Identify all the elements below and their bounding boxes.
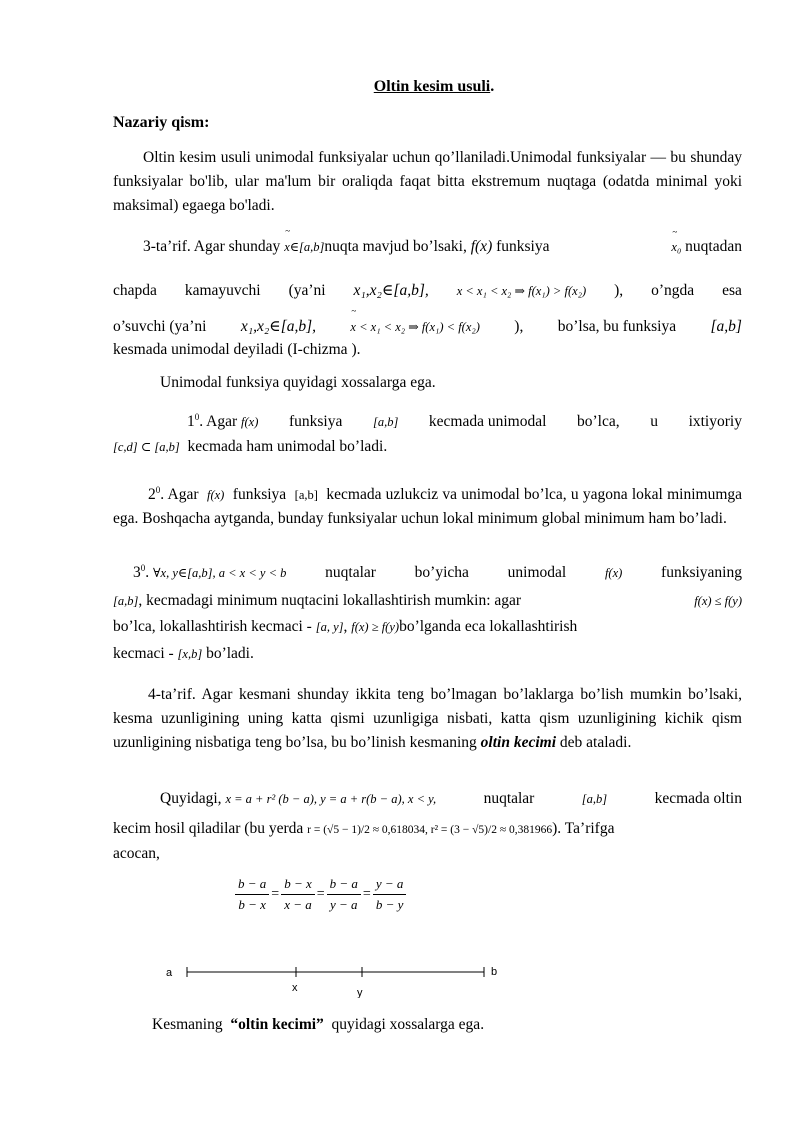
- prop3-line-3: bo’lca, lokallashtirish kecmaci - [a, y], f(x) ≥ f(y)bo’lganda eca lokallashtirish: [113, 618, 578, 635]
- golden-ratio-formula: r = (√5 − 1)/2 ≈ 0,618034, r² = (3 − √5)/2 ≈ 0,381966: [307, 824, 553, 836]
- prop1-line-1: $1^0$. Agar f(x) funksiya [a,b] kecmada unimodal bo’lca, u ixtiyoriy: [187, 412, 742, 431]
- label-x: x: [292, 982, 298, 994]
- def3-line-2: chapda kamayuvchi (ya’ni x₁,x₂∈[a,b], x < x₁ < x₂ ⇒ f(x₁) > f(x₂) ), o’ngda esa: [113, 282, 742, 299]
- golden-points-line-1: Quyidagi, x = a + r² (b − a), y = a + r(b − a), x < y, nuqtalar [a,b] kecmada oltin: [160, 790, 742, 807]
- fraction-1: $\frac{b - a}{b - x}$: [235, 876, 269, 913]
- def3-line-1: 3-ta’rif. Agar shunday ~ x∈[a,b]nuqta mavjud bo’lsaki, f(x) funksiya ~ x₀ nuqtadan: [143, 238, 742, 256]
- golden-points-formula: x = a + r² (b − a), y = a + r(b − a), x < y,: [225, 792, 437, 806]
- golden-proportion-equation: $\frac{b - a}{b - x}$ = $\frac{b - x}{x - a}$ = $\frac{b - a}{y - a}$ = $\frac{y - a}{b - y}$: [233, 876, 408, 913]
- prop2-paragraph: $2^0$. Agar f(x) funksiya [a,b] kecmada uzlukciz va unimodal bo’lca, u yagona lokal minimumga ega. Boshqacha aytganda, bunday funksiyalar uchun lokal minimum global minimum ham bo’ladi.: [113, 485, 743, 528]
- decreasing-condition-formula: x < x₁ < x₂ ⇒ f(x₁) > f(x₂): [456, 284, 587, 298]
- fraction-4: $\frac{y - a}{b - y}$: [373, 876, 407, 913]
- properties-intro: Unimodal funksiya quyidagi xossalarga ega.: [160, 374, 436, 391]
- closing-line: Kesmaning “oltin kecimi” quyidagi xossalarga ega.: [152, 1016, 485, 1033]
- fraction-3: $\frac{b - a}{y - a}$: [327, 876, 361, 913]
- prop3-line-2: [a,b], kecmadagi minimum nuqtacini lokallashtirish mumkin: agar f(x) ≤ f(y): [113, 592, 742, 609]
- def3-line-4: kesmada unimodal deyiladi (I-chizma ).: [113, 341, 361, 358]
- prop3-line-1: $3^0$. ∀x, y∈[a,b], a < x < y < b nuqtalar bo’yicha unimodal f(x) funksiyaning: [133, 563, 742, 582]
- section-heading: Nazariy qism:: [113, 114, 210, 131]
- page-title: Oltin kesim usuli.: [373, 78, 495, 95]
- golden-section-segment-diagram: [160, 958, 500, 998]
- prop3-line-4: kecmaci - [x,b] bo’ladi.: [113, 645, 254, 662]
- label-b: b: [491, 966, 498, 978]
- label-y: y: [357, 987, 363, 998]
- fraction-2: $\frac{b - x}{x - a}$: [281, 876, 315, 913]
- golden-points-line-2: kecim hosil qiladilar (bu yerda r = (√5 − 1)/2 ≈ 0,618034, r² = (3 − √5)/2 ≈ 0,381966). Ta’rifga: [113, 820, 615, 837]
- x0-symbol: ~ x₀: [671, 240, 681, 255]
- segment-svg: [160, 958, 500, 998]
- def4-paragraph: 4-ta’rif. Agar kesmani shunday ikkita teng bo’lmagan bo’laklarga bo’lish mumkin bo’lsaki, kesma uzunligining uning katta qismi uzunligiga nisbati, katta qism uzunligining kichik qism uzunligining nisbatiga teng bo’lsa, bu bo’linish kesmaning oltin kecimi deb ataladi.: [113, 686, 742, 751]
- label-a: a: [166, 967, 173, 979]
- prop1-line-2: [c,d] ⊂ [a,b] kecmada ham unimodal bo’ladi.: [113, 438, 388, 455]
- intro-paragraph: Oltin kesim usuli unimodal funksiyalar uchun qo’llaniladi.Unimodal funksiyalar — bu shunday funksiyalar bo'lib, ular ma'lum bir oraliqda faqat bitta ekstremum nuqtaga (odatda minimal yoki maksimal) egaega bo'ladi.: [113, 149, 742, 214]
- increasing-condition-formula: ~ x < x₁ < x₂ ⇒ f(x₁) < f(x₂): [350, 319, 480, 335]
- golden-points-line-3: acocan,: [113, 845, 160, 862]
- x-in-ab-formula: ~ x∈[a,b]: [284, 239, 324, 255]
- def3-line-3: o’suvchi (ya’ni x₁,x₂∈[a,b], ~ x < x₁ < x₂ ⇒ f(x₁) < f(x₂) ), bo’lsa, bu funksiya [a,b]: [113, 317, 742, 336]
- golden-section-term: oltin kecimi: [480, 734, 556, 751]
